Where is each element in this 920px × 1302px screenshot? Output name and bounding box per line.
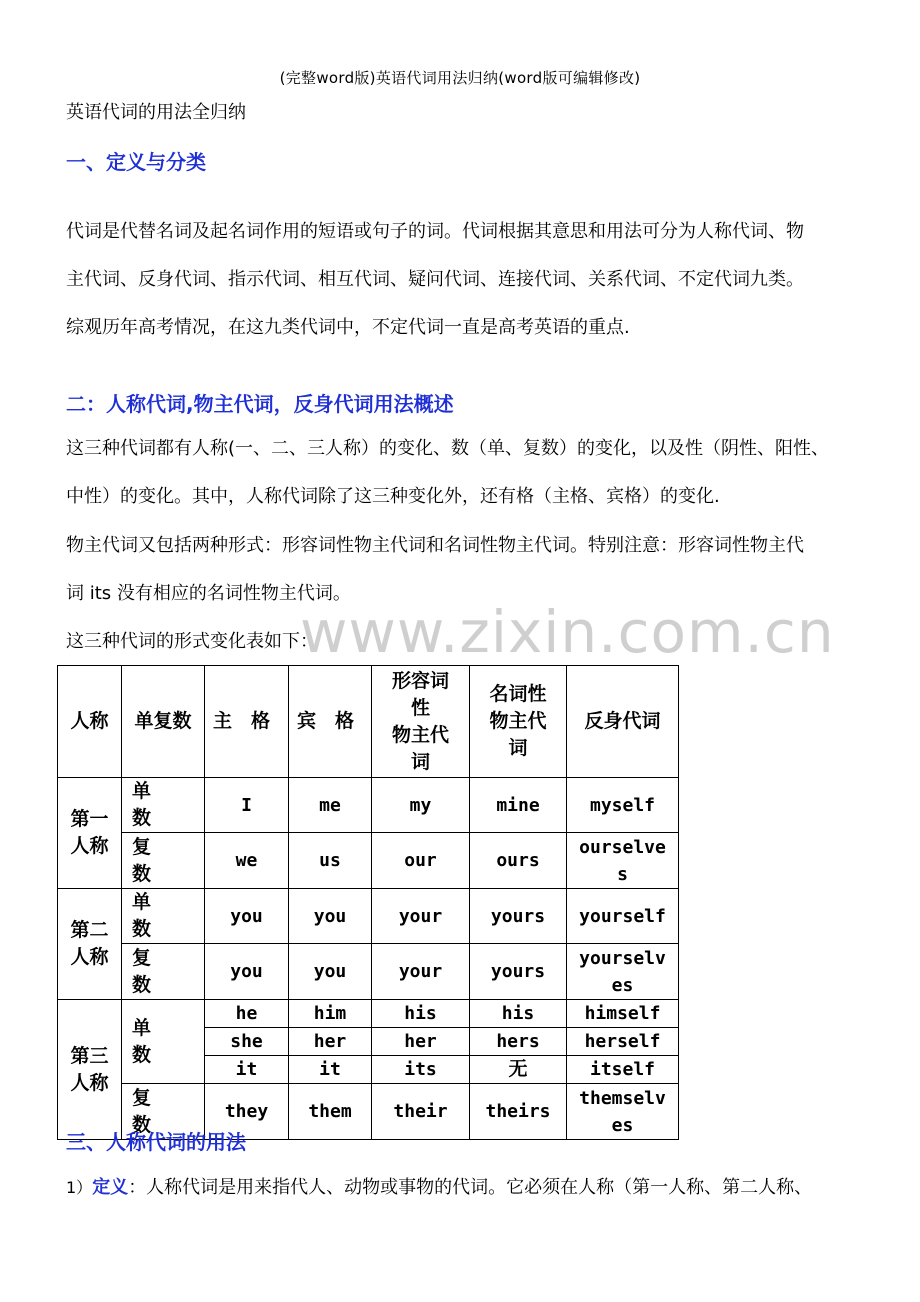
label-first-person: 第一人称 [58,778,122,889]
label-singular: 单数 [122,778,205,833]
header-reflexive: 反身代词 [567,666,679,778]
cell: our [372,833,470,889]
table-row [58,889,679,944]
item-label: 定义 [92,1177,129,1198]
section2-line: 词 its 没有相应的名词性物主代词。 [66,583,351,604]
cell: us [289,833,372,889]
table-row [58,778,679,833]
cell: she [205,1028,289,1056]
table-header-row [58,666,679,778]
label-third-person: 第三人称 [58,1000,122,1140]
section3-item [66,1164,812,1212]
header-noun-possessive: 名词性物主代词 [470,666,567,778]
cell: their [372,1084,470,1140]
section1-heading: 一、定义与分类 [66,150,206,174]
cell: they [205,1084,289,1140]
cell: mine [470,778,567,833]
section2-line: 中性）的变化。其中，人称代词除了这三种变化外，还有格（主格、宾格）的变化. [66,486,720,507]
item-number: 1） [66,1178,93,1197]
cell: I [205,778,289,833]
cell: hers [470,1028,567,1056]
cell: itself [567,1056,679,1084]
page-header: (完整word版)英语代词用法归纳(word版可编辑修改) [279,69,641,87]
cell: your [372,944,470,1000]
cell: its [372,1056,470,1084]
label-singular: 单数 [122,889,205,944]
header-adj-possessive: 形容词性 物主代词 [372,666,470,778]
label-plural: 复数 [122,944,205,1000]
table-row [58,944,679,1000]
cell: himself [567,1000,679,1028]
cell: you [205,944,289,1000]
cell: me [289,778,372,833]
item-text: ：人称代词是用来指代人、动物或事物的代词。它必须在人称（第一人称、第二人称、 [128,1177,813,1198]
label-singular: 单数 [122,1000,205,1084]
cell: ourselves [567,833,679,889]
cell: your [372,889,470,944]
section1-line: 综观历年高考情况，在这九类代词中，不定代词一直是高考英语的重点. [66,317,630,338]
header-person: 人称 [58,666,122,778]
cell: it [289,1056,372,1084]
section2-line: 这三种代词的形式变化表如下： [66,631,318,652]
cell: them [289,1084,372,1140]
cell: herself [567,1028,679,1056]
cell: myself [567,778,679,833]
cell: theirs [470,1084,567,1140]
cell: themselves [567,1084,679,1140]
cell: her [372,1028,470,1056]
cell: you [289,944,372,1000]
label-plural: 复数 [122,1084,205,1140]
header-number: 单复数 [122,666,205,778]
document-subtitle: 英语代词的用法全归纳 [66,102,246,123]
table-row [58,833,679,889]
watermark: www.zixin.com.cn [300,598,835,666]
cell: his [372,1000,470,1028]
cell: ours [470,833,567,889]
label-plural: 复数 [122,833,205,889]
cell: yourselves [567,944,679,1000]
header-subject: 主 格 [205,666,289,778]
cell: you [289,889,372,944]
section2-line: 这三种代词都有人称(一、二、三人称）的变化、数（单、复数）的变化，以及性（阴性、阳性、 [66,438,830,459]
section1-line: 代词是代替名词及起名词作用的短语或句子的词。代词根据其意思和用法可分为人称代词、物 [66,221,804,242]
pronoun-table [57,665,679,1140]
cell: we [205,833,289,889]
cell: my [372,778,470,833]
cell: his [470,1000,567,1028]
cell: yours [470,944,567,1000]
cell: her [289,1028,372,1056]
cell: yourself [567,889,679,944]
section3-heading: 三、人称代词的用法 [66,1130,246,1154]
section2-heading: 二：人称代词,物主代词，反身代词用法概述 [66,392,454,416]
table-row [58,1000,679,1028]
cell: him [289,1000,372,1028]
cell: he [205,1000,289,1028]
cell: yours [470,889,567,944]
label-second-person: 第二人称 [58,889,122,1000]
cell: you [205,889,289,944]
cell: it [205,1056,289,1084]
section1-line: 主代词、反身代词、指示代词、相互代词、疑问代词、连接代词、关系代词、不定代词九类。 [66,269,804,290]
header-object: 宾 格 [289,666,372,778]
cell: 无 [470,1056,567,1084]
section2-line: 物主代词又包括两种形式：形容词性物主代词和名词性物主代词。特别注意：形容词性物主代 [66,535,804,556]
